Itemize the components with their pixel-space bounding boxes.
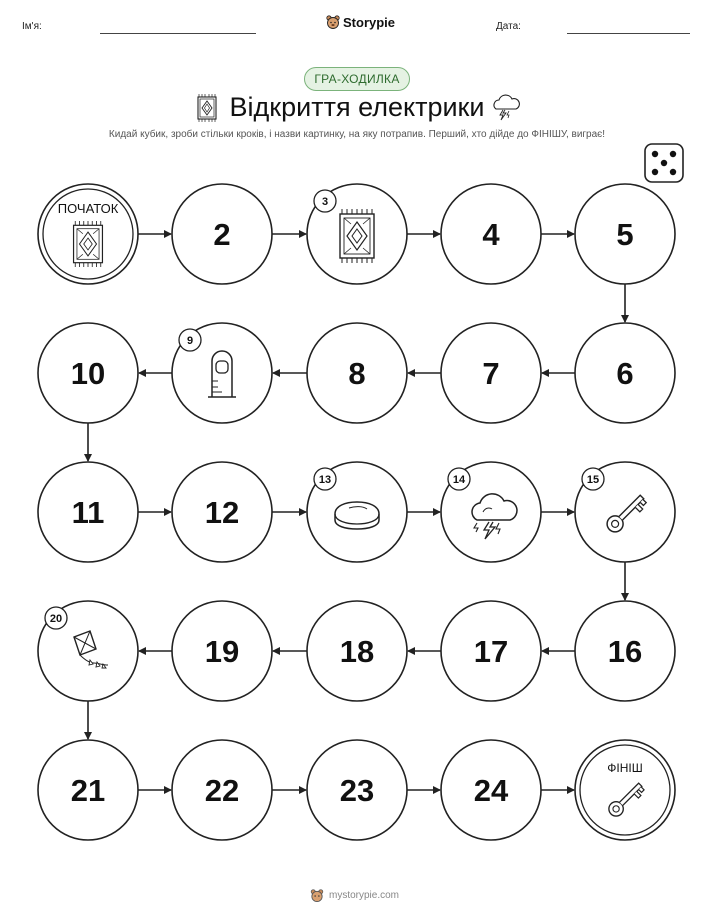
board-space[interactable] <box>441 462 541 562</box>
board-space[interactable] <box>307 323 407 423</box>
board-space[interactable] <box>38 740 138 840</box>
board-space[interactable] <box>38 601 138 701</box>
name-label: Ім'я: <box>22 21 42 32</box>
board-space[interactable] <box>441 740 541 840</box>
rug-icon <box>74 221 103 267</box>
space-number-badge <box>448 468 470 490</box>
space-number: 24 <box>473 773 509 808</box>
board-space[interactable] <box>172 323 272 423</box>
space-number-badge <box>179 329 201 351</box>
board-space[interactable] <box>172 740 272 840</box>
space-number: 23 <box>339 773 375 808</box>
amber-stone-icon <box>335 502 379 529</box>
space-number-badge <box>582 468 604 490</box>
space-number: 16 <box>607 634 643 669</box>
board-space[interactable] <box>575 323 675 423</box>
space-number: 7 <box>482 356 500 391</box>
page-title: Відкриття електрики <box>229 92 485 122</box>
board-space[interactable] <box>38 462 138 562</box>
space-number-badge <box>314 190 336 212</box>
space-number: 2 <box>213 217 231 252</box>
footer <box>310 888 399 903</box>
svg-text:14: 14 <box>452 474 466 486</box>
board-space[interactable] <box>172 462 272 562</box>
board-space[interactable] <box>441 323 541 423</box>
board-space[interactable] <box>307 462 407 562</box>
brand-name: Storypie <box>343 14 396 30</box>
space-number: 22 <box>204 773 240 808</box>
bear-icon <box>310 888 324 903</box>
board-space[interactable] <box>307 740 407 840</box>
svg-text:3: 3 <box>321 196 329 208</box>
board-space[interactable] <box>307 601 407 701</box>
space-number: 10 <box>70 356 106 391</box>
svg-text:20: 20 <box>49 613 63 625</box>
board-space[interactable] <box>172 601 272 701</box>
date-label: Дата: <box>496 21 521 32</box>
board-space[interactable] <box>575 601 675 701</box>
finger-icon <box>208 351 236 397</box>
instructions: Кидай кубик, зроби стільки кроків, і назви картинку, на яку потрапив. Перший, хто дійде до ФІНІШУ, виграє! <box>108 129 606 140</box>
space-number-badge <box>314 468 336 490</box>
start-space[interactable] <box>38 184 138 284</box>
start-label: ПОЧАТОК <box>57 201 119 216</box>
svg-text:13: 13 <box>318 474 332 486</box>
board-space[interactable] <box>441 601 541 701</box>
footer-url: mystorypie.com <box>329 890 400 901</box>
space-number-badge <box>45 607 67 629</box>
board-space[interactable] <box>307 184 407 284</box>
space-number: 17 <box>473 634 509 669</box>
space-number: 5 <box>616 217 634 252</box>
space-number: 12 <box>204 495 240 530</box>
space-number: 18 <box>339 634 375 669</box>
board-space[interactable] <box>38 323 138 423</box>
space-number: 8 <box>348 356 366 391</box>
space-number: 19 <box>204 634 240 669</box>
board-space[interactable] <box>441 184 541 284</box>
board-space[interactable] <box>575 184 675 284</box>
rug-icon <box>340 209 374 263</box>
space-number: 11 <box>71 495 105 530</box>
space-number: 4 <box>482 217 500 252</box>
board-space[interactable] <box>575 462 675 562</box>
finish-space[interactable] <box>575 740 675 840</box>
space-number: 6 <box>616 356 634 391</box>
svg-text:15: 15 <box>586 474 600 486</box>
space-number: 21 <box>70 773 106 808</box>
board-space[interactable] <box>172 184 272 284</box>
finish-label: ФІНІШ <box>607 761 643 775</box>
svg-text:9: 9 <box>186 335 194 347</box>
game-type-badge: ГРА-ХОДИЛКА <box>304 67 410 91</box>
